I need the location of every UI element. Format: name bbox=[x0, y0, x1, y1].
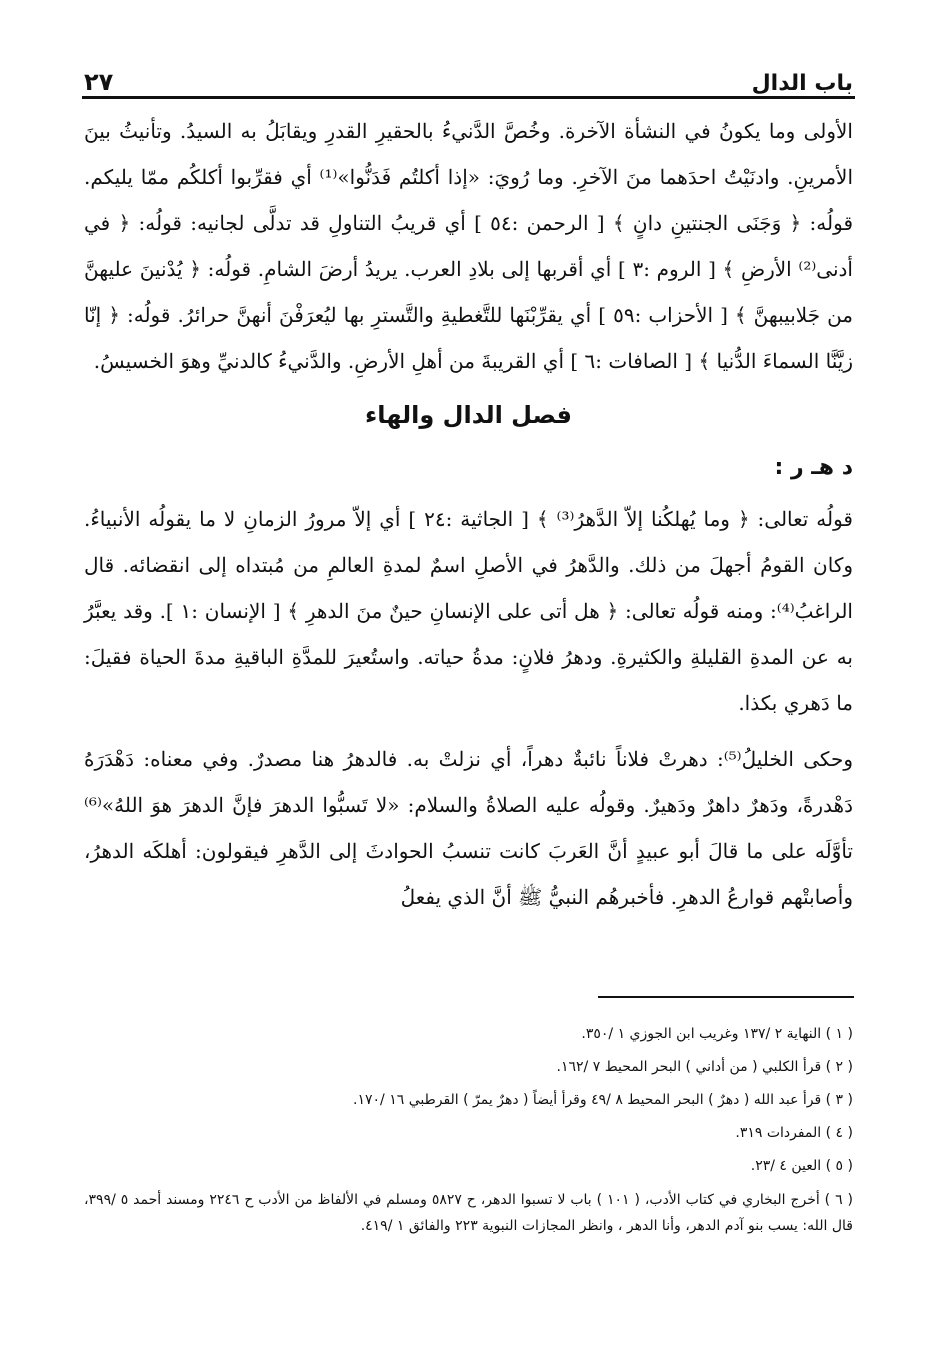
footnote-rule bbox=[598, 996, 854, 998]
main-text bbox=[84, 108, 853, 920]
page-number: ٢٧ bbox=[84, 68, 114, 96]
header-rule bbox=[82, 96, 855, 99]
footnotes bbox=[84, 1018, 853, 1239]
footnote-1: ( ١ ) النهاية ٢ /١٣٧ وغريب ابن الجوزي ١ /٣٥٠. bbox=[581, 1026, 853, 1042]
footnote-3: ( ٣ ) قرأ عبد الله ( دهرٌ ) البحر المحيط ٨ /٤٩ وقرأ أيضاً ( دهرٌ يمرّ ) القرطبي ١٦ /١٧٠. bbox=[353, 1092, 853, 1108]
paragraph-gap bbox=[84, 726, 853, 736]
footnote-5: ( ٥ ) العين ٤ /٢٣. bbox=[750, 1158, 853, 1174]
chapter-title: باب الدال bbox=[751, 71, 853, 96]
footnote-6: ( ٦ ) أخرج البخاري في كتاب الأدب، ( ١٠١ ) باب لا تسبوا الدهر، ح ٥٨٢٧ ومسلم في الألفاظ من الأدب ح ٢٢٤٦ ومسند أحمد ٥ /٣٩٩، قال الله: يسب بنو آدم الدهر، وأنا الدهر ، وانظر المجازات النبوية ٢٢٣ والفائق ١ /٤١٩. bbox=[84, 1192, 853, 1234]
paragraph-3: وحكى الخليلُ⁽⁵⁾: دهرتْ فلاناً نائبةٌ دهراً، أي نزلتْ به. فالدهرُ هنا مصدرٌ. وفي معناه: دَهْدَرَهُ دَهْدرةً، ودَهرٌ داهرٌ ودَهيرٌ. وقولُه عليه الصلاةُ والسلام: «لا تَسبُّوا الدهرَ فإنَّ الدهرَ هوَ اللهُ»⁽⁶⁾ تأوَّلَه على ما قالَ أبو عبيدٍ أنَّ العَربَ كانت تنسبُ الحوادثَ إلى الدَّهرِ فيقولون: أهلكَه الدهرُ، وأصابتْهم قوارعُ الدهرِ. فأخبرهُم النبيُّ ﷺ أنَّ الذي يفعلُ bbox=[84, 747, 853, 909]
footnote-4: ( ٤ ) المفردات ٣١٩. bbox=[735, 1125, 853, 1141]
section-title: فصل الدال والهاء bbox=[365, 401, 572, 429]
running-header bbox=[84, 56, 853, 96]
paragraph-2: قولُه تعالى: ﴿ وما يُهلكُنا إلاّ الدَّهرُ⁽³⁾ ﴾ [ الجاثية :٢٤ ] أي إلاّ مرورُ الزمانِ لا ما يقولُه الأنبياءُ. وكان القومُ أجهلَ من ذلك. والدَّهرُ في الأصلِ اسمٌ لمدةِ العالمِ من مُبتداه إلى انقضائه. قال الراغبُ⁽⁴⁾: ومنه قولُه تعالى: ﴿ هل أتى على الإنسانِ حينٌ منَ الدهرِ ﴾ [ الإنسان :١ ]. وقد يعبَّرُ به عن المدةِ القليلةِ والكثيرةِ. ودهرُ فلانٍ: مدةُ حياته. واستُعيرَ للمدَّةِ الباقيةِ مدةَ الحياة فقيلَ: ما دَهري بكذا. bbox=[84, 507, 853, 715]
root-heading: د هـ ر : bbox=[774, 455, 853, 480]
paragraph-1: الأولى وما يكونُ في النشأة الآخرة. وخُصَّ الدَّنيءُ بالحقيرِ القدرِ ويقابَلُ به السيدُ. وتأنيثُ بينَ الأمرينِ. وادنَيْتُ احدَهما منَ الآخرِ. وما رُويَ: «إذا أكلتُم فَدَنُّوا»⁽¹⁾ أي فقرِّبوا أكلكُم ممّا يليكم. قولُه: ﴿ وَجَنَى الجنتينِ دانٍ ﴾ [ الرحمن :٥٤ ] أي قريبُ التناولِ قد تدلَّى لجانيه: قولُه: ﴿ في أدنى⁽²⁾ الأرضِ ﴾ [ الروم :٣ ] أي أقربها إلى بلادِ العرب. يريدُ أرضَ الشامِ. قولُه: ﴿ يُدْنينَ عليهنَّ من جَلابيبهنَّ ﴾ [ الأحزاب :٥٩ ] أي يقرِّبْنَها للتَّغطيةِ والتَّسترِ بها ليُعرَفْنَ أنهنَّ حرائرُ. قولُه: ﴿ إنّا زيَّنَّا السماءَ الدُّنيا ﴾ [ الصافات :٦ ] أي القريبةَ من أهلِ الأرضِ. والدَّنيءُ كالدنيِّ وهوَ الخسيسُ. bbox=[84, 119, 854, 373]
footnote-2: ( ٢ ) قرأ الكلبي ( من أداني ) البحر المحيط ٧ /١٦٢. bbox=[556, 1059, 853, 1075]
